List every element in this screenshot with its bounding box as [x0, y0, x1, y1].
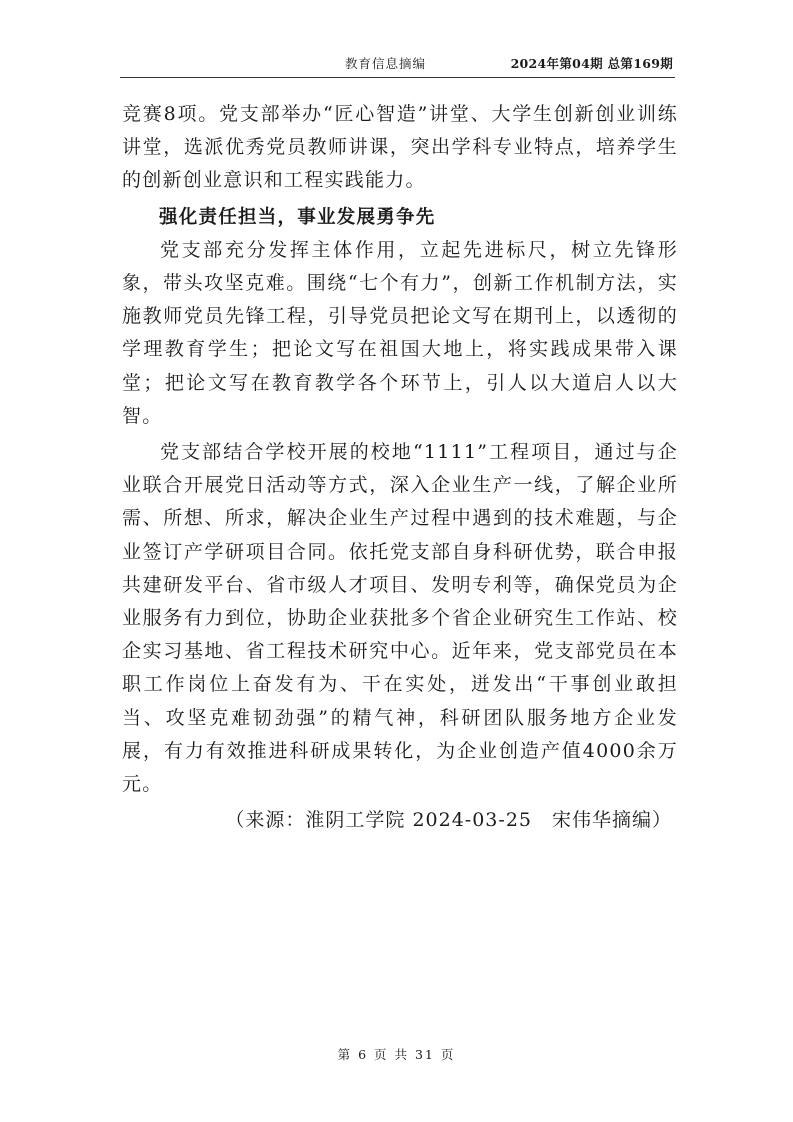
- page-number: 第 6 页 共 31 页: [337, 1047, 456, 1062]
- article-body: [122, 98, 678, 837]
- paragraph-3: 党支部结合学校开展的校地“1111”工程项目，通过与企业联合开展党日活动等方式，深入企业生产一线，了解企业所需、所想、所求，解决企业生产过程中遇到的技术难题，与企业签订产学研项目合同。依托党支部自身科研优势，联合申报共建研发平台、省市级人才项目、发明专利等，确保党员为企业服务有力到位，协助企业获批多个省企业研究生工作站、校企实习基地、省工程技术研究中心。近年来，党支部党员在本职工作岗位上奋发有为、干在实处，迸发出“干事创业敢担当、攻坚克难韧劲强”的精气神，科研团队服务地方企业发展，有力有效推进科研成果转化，为企业创造产值4000余万元。: [122, 441, 678, 796]
- paragraph-2: 党支部充分发挥主体作用，立起先进标尺，树立先锋形象，带头攻坚克难。围绕“七个有力”，创新工作机制方法，实施教师党员先锋工程，引导党员把论文写在期刊上，以透彻的学理教育学生；把论文写在祖国大地上，将实践成果带入课堂；把论文写在教育教学各个环节上，引人以大道启人以大智。: [122, 238, 678, 427]
- source-attribution: （来源：淮阴工学院 2024-03-25 宋伟华摘编）: [225, 809, 672, 832]
- page-header: [120, 53, 675, 78]
- issue-number: 2024年第04期 总第169期: [510, 56, 673, 71]
- section-heading: 强化责任担当，事业发展勇争先: [159, 206, 436, 228]
- paragraph-1: 竞赛8项。党支部举办“匠心智造”讲堂、大学生创新创业训练讲堂，选派优秀党员教师讲课，突出学科专业特点，培养学生的创新创业意识和工程实践能力。: [122, 103, 678, 192]
- journal-title: 教育信息摘编: [345, 56, 427, 71]
